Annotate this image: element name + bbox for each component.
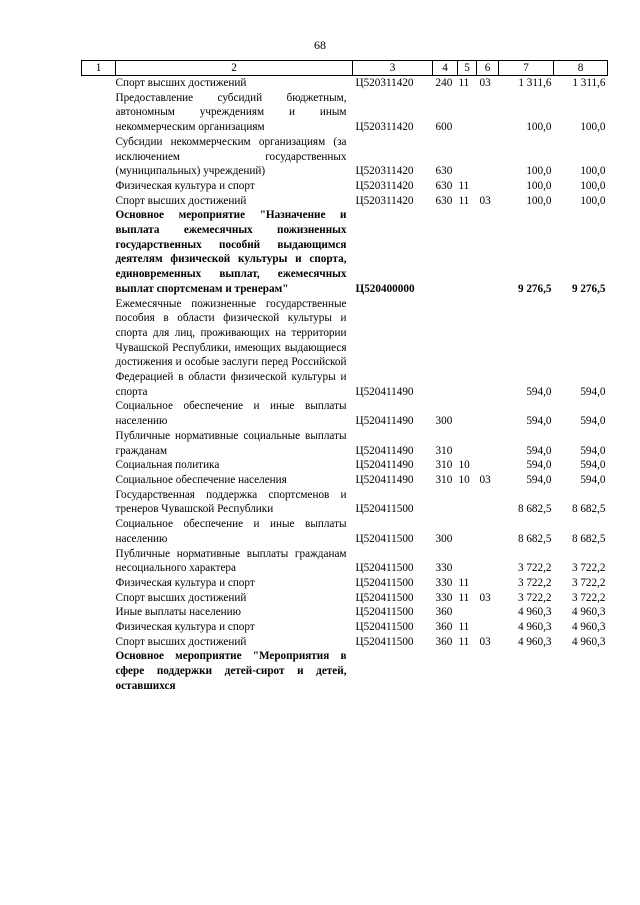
cell-code	[353, 649, 433, 693]
cell-code: Ц520311420	[355, 77, 414, 89]
cell-c4: 310	[435, 444, 453, 457]
cell-v7: 594,0	[526, 415, 552, 428]
cell-name: Предоставление субсидий бюджетным, автономным учреждениям и иным некоммерческим организациям	[115, 91, 347, 134]
cell-code: Ц520411490	[355, 473, 414, 486]
cell-v8: 594,0	[580, 385, 606, 398]
table-row	[82, 649, 608, 693]
cell-c4: 310	[435, 473, 453, 486]
cell-v7: 594,0	[526, 385, 552, 398]
cell-c5	[458, 649, 477, 693]
cell-v8: 594,0	[580, 473, 606, 486]
table-row	[82, 591, 608, 606]
cell-c6	[477, 547, 499, 576]
cell-v8: 594,0	[580, 444, 606, 457]
cell-name: Субсидии некоммерческим организациям (за исключением государственных (муниципальных) учреждений)	[115, 135, 347, 178]
cell-c4: 360	[435, 621, 453, 634]
column-header: 4	[433, 61, 458, 76]
cell-name: Физическая культура и спорт	[115, 621, 255, 634]
cell-name: Социальное обеспечение населения	[115, 473, 287, 486]
cell-c5: 11	[458, 77, 470, 89]
column-header: 2	[116, 61, 353, 76]
cell-v8: 4 960,3	[571, 621, 606, 634]
cell-c6	[477, 429, 499, 458]
cell-name: Спорт высших достижений	[115, 635, 247, 648]
cell-code: Ц520411500	[355, 576, 414, 589]
cell-code: Ц520400000	[355, 282, 415, 295]
cell-c6	[477, 605, 499, 620]
cell-v7: 100,0	[526, 179, 552, 192]
table-row	[82, 297, 608, 400]
cell-v7: 4 960,3	[517, 606, 552, 619]
cell-c5	[458, 547, 477, 576]
cell-c5	[458, 605, 477, 620]
cell-c4: 360	[435, 606, 453, 619]
cell-name: Публичные нормативные выплаты гражданам несоциального характера	[115, 547, 347, 575]
cell-v7: 1 311,6	[518, 77, 552, 89]
table-row	[82, 605, 608, 620]
table-row	[82, 458, 608, 473]
cell-code: Ц520411490	[355, 459, 414, 472]
cell-c4: 240	[435, 77, 453, 89]
column-header: 6	[477, 61, 499, 76]
cell-c6	[477, 179, 499, 194]
cell-v8: 4 960,3	[571, 635, 606, 648]
cell-name: Спорт высших достижений	[115, 591, 247, 604]
cell-c5: 11	[458, 591, 470, 604]
cell-name: Основное мероприятие "Назначение и выплата ежемесячных пожизненных государственных пособий выдающимся деятелям физической культуры и спорта, единовременных выплат, ежемесячных выплат спортсменам и тренерам"	[115, 209, 347, 295]
cell-c5	[458, 488, 477, 517]
column-header: 5	[458, 61, 477, 76]
table-row	[82, 399, 608, 428]
cell-v7: 594,0	[526, 473, 552, 486]
column-header: 7	[499, 61, 554, 76]
cell-v7: 3 722,2	[517, 576, 552, 589]
cell-c6	[477, 297, 499, 400]
table-row	[82, 91, 608, 135]
cell-c5	[458, 429, 477, 458]
cell-name: Ежемесячные пожизненные государственные пособия в области физической культуры и спорта для лиц, проживающих на территории Чувашской Республики, имеющих выдающиеся достижения и особые заслуги перед Российской Федерацией в области физической культуры и спорта	[115, 297, 347, 398]
cell-name: Социальное обеспечение и иные выплаты населению	[115, 400, 347, 428]
cell-c6	[477, 517, 499, 546]
cell-c6	[477, 458, 499, 473]
cell-c4	[433, 649, 458, 693]
cell-v8: 594,0	[580, 459, 606, 472]
cell-code: Ц520411490	[355, 415, 414, 428]
cell-c5: 11	[458, 635, 470, 648]
cell-c6: 03	[479, 77, 491, 89]
cell-code: Ц520311420	[355, 194, 414, 207]
cell-v8: 1 311,6	[572, 77, 606, 89]
cell-name: Спорт высших достижений	[115, 77, 247, 89]
cell-code: Ц520411500	[355, 532, 414, 545]
table-row	[82, 488, 608, 517]
cell-v7	[499, 649, 554, 693]
cell-code: Ц520411500	[355, 591, 414, 604]
table-row	[82, 135, 608, 179]
cell-v7: 8 682,5	[517, 503, 552, 516]
cell-v7: 100,0	[526, 121, 552, 134]
table-row	[82, 620, 608, 635]
cell-v7: 100,0	[526, 165, 552, 178]
cell-v7: 3 722,2	[517, 591, 552, 604]
table-row	[82, 194, 608, 209]
cell-c4: 300	[435, 415, 453, 428]
cell-c6	[477, 649, 499, 693]
table-row	[82, 208, 608, 296]
cell-v8: 9 276,5	[571, 282, 606, 295]
cell-code: Ц520411500	[355, 635, 414, 648]
cell-c4: 360	[435, 635, 453, 648]
cell-v8: 594,0	[580, 415, 606, 428]
cell-c5	[458, 517, 477, 546]
cell-c6: 03	[479, 473, 491, 486]
table-row	[82, 547, 608, 576]
table-row	[82, 76, 608, 91]
cell-c4: 330	[435, 576, 453, 589]
cell-code: Ц520311420	[355, 165, 414, 178]
cell-code: Ц520411490	[355, 385, 414, 398]
cell-v8: 8 682,5	[571, 503, 606, 516]
cell-v8: 4 960,3	[571, 606, 606, 619]
cell-v8: 100,0	[580, 194, 606, 207]
cell-v7: 594,0	[526, 444, 552, 457]
cell-c5: 11	[458, 621, 470, 634]
cell-code: Ц520311420	[355, 121, 414, 134]
cell-v8: 100,0	[580, 179, 606, 192]
cell-c6: 03	[479, 194, 491, 207]
cell-v7: 4 960,3	[517, 621, 552, 634]
cell-name: Иные выплаты населению	[115, 606, 241, 619]
table-row	[82, 517, 608, 546]
cell-c6: 03	[479, 591, 491, 604]
cell-c5: 11	[458, 194, 470, 207]
table-row	[82, 179, 608, 194]
cell-c4: 310	[435, 459, 453, 472]
cell-v7: 3 722,2	[517, 562, 552, 575]
cell-c4: 630	[435, 194, 453, 207]
cell-c4	[433, 208, 458, 296]
cell-name: Основное мероприятие "Мероприятия в сфере поддержки детей-сирот и детей, оставшихся	[115, 650, 347, 692]
table-body	[82, 76, 608, 694]
cell-code: Ц520411500	[355, 606, 414, 619]
cell-c4: 330	[435, 591, 453, 604]
cell-code: Ц520411490	[355, 444, 414, 457]
cell-v8: 3 722,2	[571, 591, 606, 604]
table-row	[82, 473, 608, 488]
cell-name: Спорт высших достижений	[115, 194, 247, 207]
budget-table	[81, 60, 608, 694]
column-header: 1	[82, 61, 116, 76]
cell-name: Государственная поддержка спортсменов и тренеров Чувашской Республики	[115, 488, 347, 516]
cell-v7: 9 276,5	[517, 282, 552, 295]
cell-c4	[433, 488, 458, 517]
cell-code: Ц520311420	[355, 179, 414, 192]
cell-c5: 11	[458, 179, 470, 192]
cell-c6	[477, 576, 499, 591]
cell-name: Социальное обеспечение и иные выплаты населению	[115, 518, 347, 545]
cell-code: Ц520411500	[355, 562, 414, 575]
cell-c6	[477, 135, 499, 179]
page-number: 68	[314, 38, 326, 52]
table-row	[82, 576, 608, 591]
cell-v7: 4 960,3	[517, 635, 552, 648]
cell-c4: 600	[435, 121, 453, 134]
cell-v8: 100,0	[580, 165, 606, 178]
cell-c6	[477, 91, 499, 135]
table-header	[82, 61, 608, 76]
cell-c6	[477, 399, 499, 428]
cell-code: Ц520411500	[355, 503, 414, 516]
cell-c6	[477, 620, 499, 635]
cell-c5	[458, 135, 477, 179]
cell-c5	[458, 297, 477, 400]
cell-c5: 11	[458, 576, 470, 589]
cell-name: Публичные нормативные социальные выплаты гражданам	[115, 429, 347, 457]
cell-c4: 630	[435, 165, 453, 178]
cell-code: Ц520411500	[355, 621, 414, 634]
cell-v7: 594,0	[526, 459, 552, 472]
cell-v8: 3 722,2	[571, 562, 606, 575]
cell-c5	[458, 208, 477, 296]
cell-v8: 8 682,5	[571, 532, 606, 545]
cell-c5: 10	[458, 459, 470, 472]
cell-v8	[554, 649, 608, 693]
cell-v8: 3 722,2	[571, 576, 606, 589]
cell-v7: 100,0	[526, 194, 552, 207]
table-row	[82, 635, 608, 650]
cell-v7: 8 682,5	[517, 532, 552, 545]
cell-c4: 330	[435, 562, 453, 575]
cell-c6: 03	[479, 635, 491, 648]
column-header: 3	[353, 61, 433, 76]
cell-c4: 630	[435, 179, 453, 192]
cell-c5	[458, 399, 477, 428]
cell-name: Физическая культура и спорт	[115, 576, 255, 589]
cell-c5	[458, 91, 477, 135]
cell-name: Физическая культура и спорт	[115, 179, 255, 192]
cell-v8: 100,0	[580, 121, 606, 134]
cell-c6	[477, 488, 499, 517]
cell-c4: 300	[435, 532, 453, 545]
column-header: 8	[554, 61, 608, 76]
cell-c5: 10	[458, 473, 470, 486]
cell-c6	[477, 208, 499, 296]
cell-c4	[433, 297, 458, 400]
table-row	[82, 429, 608, 458]
cell-name: Социальная политика	[115, 459, 220, 472]
